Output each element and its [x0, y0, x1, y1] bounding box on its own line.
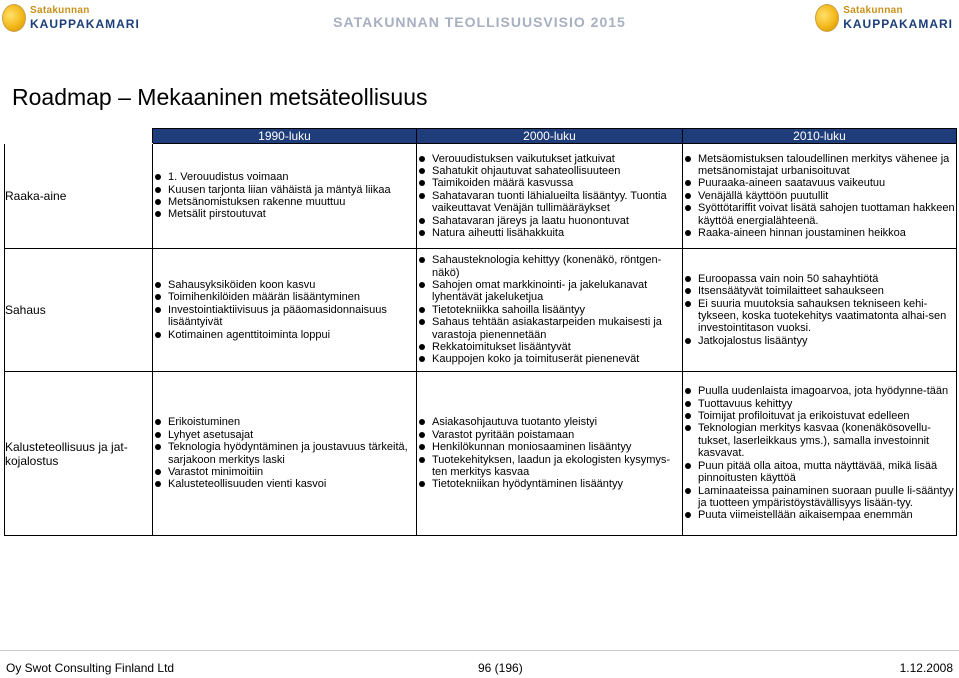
list-item: Venäjällä käyttöön puutullit	[683, 190, 956, 202]
list-item: Asiakasohjautuva tuotanto yleistyi	[417, 416, 682, 428]
list-item: Puuraaka-aineen saatavuus vaikeutuu	[683, 177, 956, 189]
list-item: Sahausteknologia kehittyy (konenäkö, röntgen-näkö)	[417, 254, 682, 279]
list-item: Sahausyksiköiden koon kasvu	[153, 279, 416, 291]
list-item: Varastot minimoitiin	[153, 466, 416, 478]
list-item: Raaka-aineen hinnan joustaminen heikkoa	[683, 227, 956, 239]
footer-company: Oy Swot Consulting Finland Ltd	[6, 661, 175, 675]
page-footer	[0, 650, 959, 678]
column-header-2010s: 2010-luku	[683, 129, 957, 144]
list-item: Metsänomistuksen rakenne muuttuu	[153, 196, 416, 208]
list-item: Henkilökunnan moniosaaminen lisääntyy	[417, 441, 682, 453]
list-item: Metsäomistuksen taloudellinen merkitys vähenee ja metsänomistajat urbanisoituvat	[683, 153, 956, 178]
cell-sahaus-2000s	[417, 249, 683, 372]
row-label-sahaus: Sahaus	[5, 249, 153, 372]
bullet-list	[153, 279, 416, 341]
bullet-list	[417, 153, 682, 240]
list-item: Lyhyet asetusajat	[153, 429, 416, 441]
header-title: SATAKUNNAN TEOLLISUUSVISIO 2015	[333, 14, 626, 30]
cell-kalusteteollisuus-2010s	[683, 372, 957, 536]
list-item: Sahojen omat markkinointi- ja jakelukanavat lyhentävät jakeluketjua	[417, 279, 682, 304]
bullet-list	[417, 416, 682, 490]
logo-line2: KAUPPAKAMARI	[843, 17, 953, 31]
list-item: Tuotekehityksen, laadun ja ekologisten kysymys-ten merkitys kasvaa	[417, 454, 682, 479]
row-label-kalusteteollisuus: Kalusteteollisuus ja jat-kojalostus	[5, 372, 153, 536]
bullet-list	[153, 416, 416, 490]
cell-sahaus-2010s	[683, 249, 957, 372]
list-item: 1. Verouudistus voimaan	[153, 171, 416, 183]
row-kalusteteollisuus	[5, 372, 957, 536]
row-raaka-aine	[5, 144, 957, 249]
list-item: Natura aiheutti lisähakkuita	[417, 227, 682, 239]
list-item: Laminaateissa painaminen suoraan puulle li-sääntyy ja tuotteen ympäristöystävällisyys lisään-tyy.	[683, 485, 956, 510]
list-item: Kauppojen koko ja toimituserät pienenevät	[417, 353, 682, 365]
list-item: Varastot pyritään poistamaan	[417, 429, 682, 441]
list-item: Tietotekniikan hyödyntäminen lisääntyy	[417, 478, 682, 490]
list-item: Investointiaktiivisuus ja pääomasidonnaisuus lisääntyivät	[153, 304, 416, 329]
cell-sahaus-1990s	[153, 249, 417, 372]
page-title: Roadmap – Mekaaninen metsäteollisuus	[12, 84, 428, 110]
header-corner	[5, 129, 153, 144]
list-item: Ei suuria muutoksia sahauksen tekniseen kehi-tykseen, koska tuotekehitys vaatimatonta alhai-sen investointitason vuoksi.	[683, 298, 956, 335]
list-item: Kotimainen agenttitoiminta loppui	[153, 329, 416, 341]
bullet-list	[683, 153, 956, 240]
bullet-list	[417, 254, 682, 366]
decade-header-row	[5, 129, 957, 144]
cell-kalusteteollisuus-1990s	[153, 372, 417, 536]
list-item: Jatkojalostus lisääntyy	[683, 335, 956, 347]
list-item: Taimikoiden määrä kasvussa	[417, 177, 682, 189]
list-item: Puulla uudenlaista imagoarvoa, jota hyödynne-tään	[683, 385, 956, 397]
list-item: Sahatavaran tuonti lähialueilta lisääntyy. Tuontia vaikeuttavat Venäjän tullimääräykset	[417, 190, 682, 215]
cell-raaka-aine-1990s	[153, 144, 417, 249]
list-item: Kuusen tarjonta liian vähäistä ja mäntyä liikaa	[153, 184, 416, 196]
list-item: Verouudistuksen vaikutukset jatkuivat	[417, 153, 682, 165]
logo-line1: Satakunnan	[30, 5, 90, 16]
bullet-list	[683, 385, 956, 521]
list-item: Tuottavuus kehittyy	[683, 398, 956, 410]
list-item: Sahatavaran järeys ja laatu huonontuvat	[417, 215, 682, 227]
list-item: Rekkatoimitukset lisääntyvät	[417, 341, 682, 353]
list-item: Teknologia hyödyntäminen ja joustavuus tärkeitä, sarjakoon merkitys laski	[153, 441, 416, 466]
kauppakamari-logo-right	[815, 4, 953, 32]
list-item: Puuta viimeistellään aikaisempaa enemmän	[683, 509, 956, 521]
bullet-list	[153, 171, 416, 221]
list-item: Sahaus tehtään asiakastarpeiden mukaisesti ja varastoja pienennetään	[417, 316, 682, 341]
list-item: Metsälit pirstoutuvat	[153, 208, 416, 220]
bullet-list	[683, 273, 956, 347]
row-sahaus	[5, 249, 957, 372]
column-header-2000s: 2000-luku	[417, 129, 683, 144]
list-item: Itsensäätyvät toimilaitteet sahaukseen	[683, 285, 956, 297]
list-item: Sahatukit ohjautuvat sahateollisuuteen	[417, 165, 682, 177]
list-item: Syöttötariffit voivat lisätä sahojen tuottaman hakkeen käyttöä energialähteenä.	[683, 202, 956, 227]
cell-kalusteteollisuus-2000s	[417, 372, 683, 536]
list-item: Euroopassa vain noin 50 sahayhtiötä	[683, 273, 956, 285]
sun-logo-icon	[815, 4, 839, 32]
list-item: Toimihenkilöiden määrän lisääntyminen	[153, 291, 416, 303]
list-item: Erikoistuminen	[153, 416, 416, 428]
cell-raaka-aine-2010s	[683, 144, 957, 249]
list-item: Puun pitää olla aitoa, mutta näyttävää, mikä lisää pinnoitusten käyttöä	[683, 460, 956, 485]
row-label-raaka-aine: Raaka-aine	[5, 144, 153, 249]
footer-date: 1.12.2008	[899, 661, 953, 675]
cell-raaka-aine-2000s	[417, 144, 683, 249]
list-item: Toimijat profiloituvat ja erikoistuvat edelleen	[683, 410, 956, 422]
footer-page-number: 96 (196)	[478, 661, 523, 675]
list-item: Teknologian merkitys kasvaa (konenäkösovellu-tukset, laserleikkaus yms.), samalla investoinnit kasvavat.	[683, 422, 956, 459]
roadmap-table	[4, 128, 957, 536]
column-header-1990s: 1990-luku	[153, 129, 417, 144]
logo-line2: KAUPPAKAMARI	[30, 17, 140, 31]
logo-line1: Satakunnan	[843, 5, 903, 16]
list-item: Tietotekniikka sahoilla lisääntyy	[417, 304, 682, 316]
list-item: Kalusteteollisuuden vienti kasvoi	[153, 478, 416, 490]
